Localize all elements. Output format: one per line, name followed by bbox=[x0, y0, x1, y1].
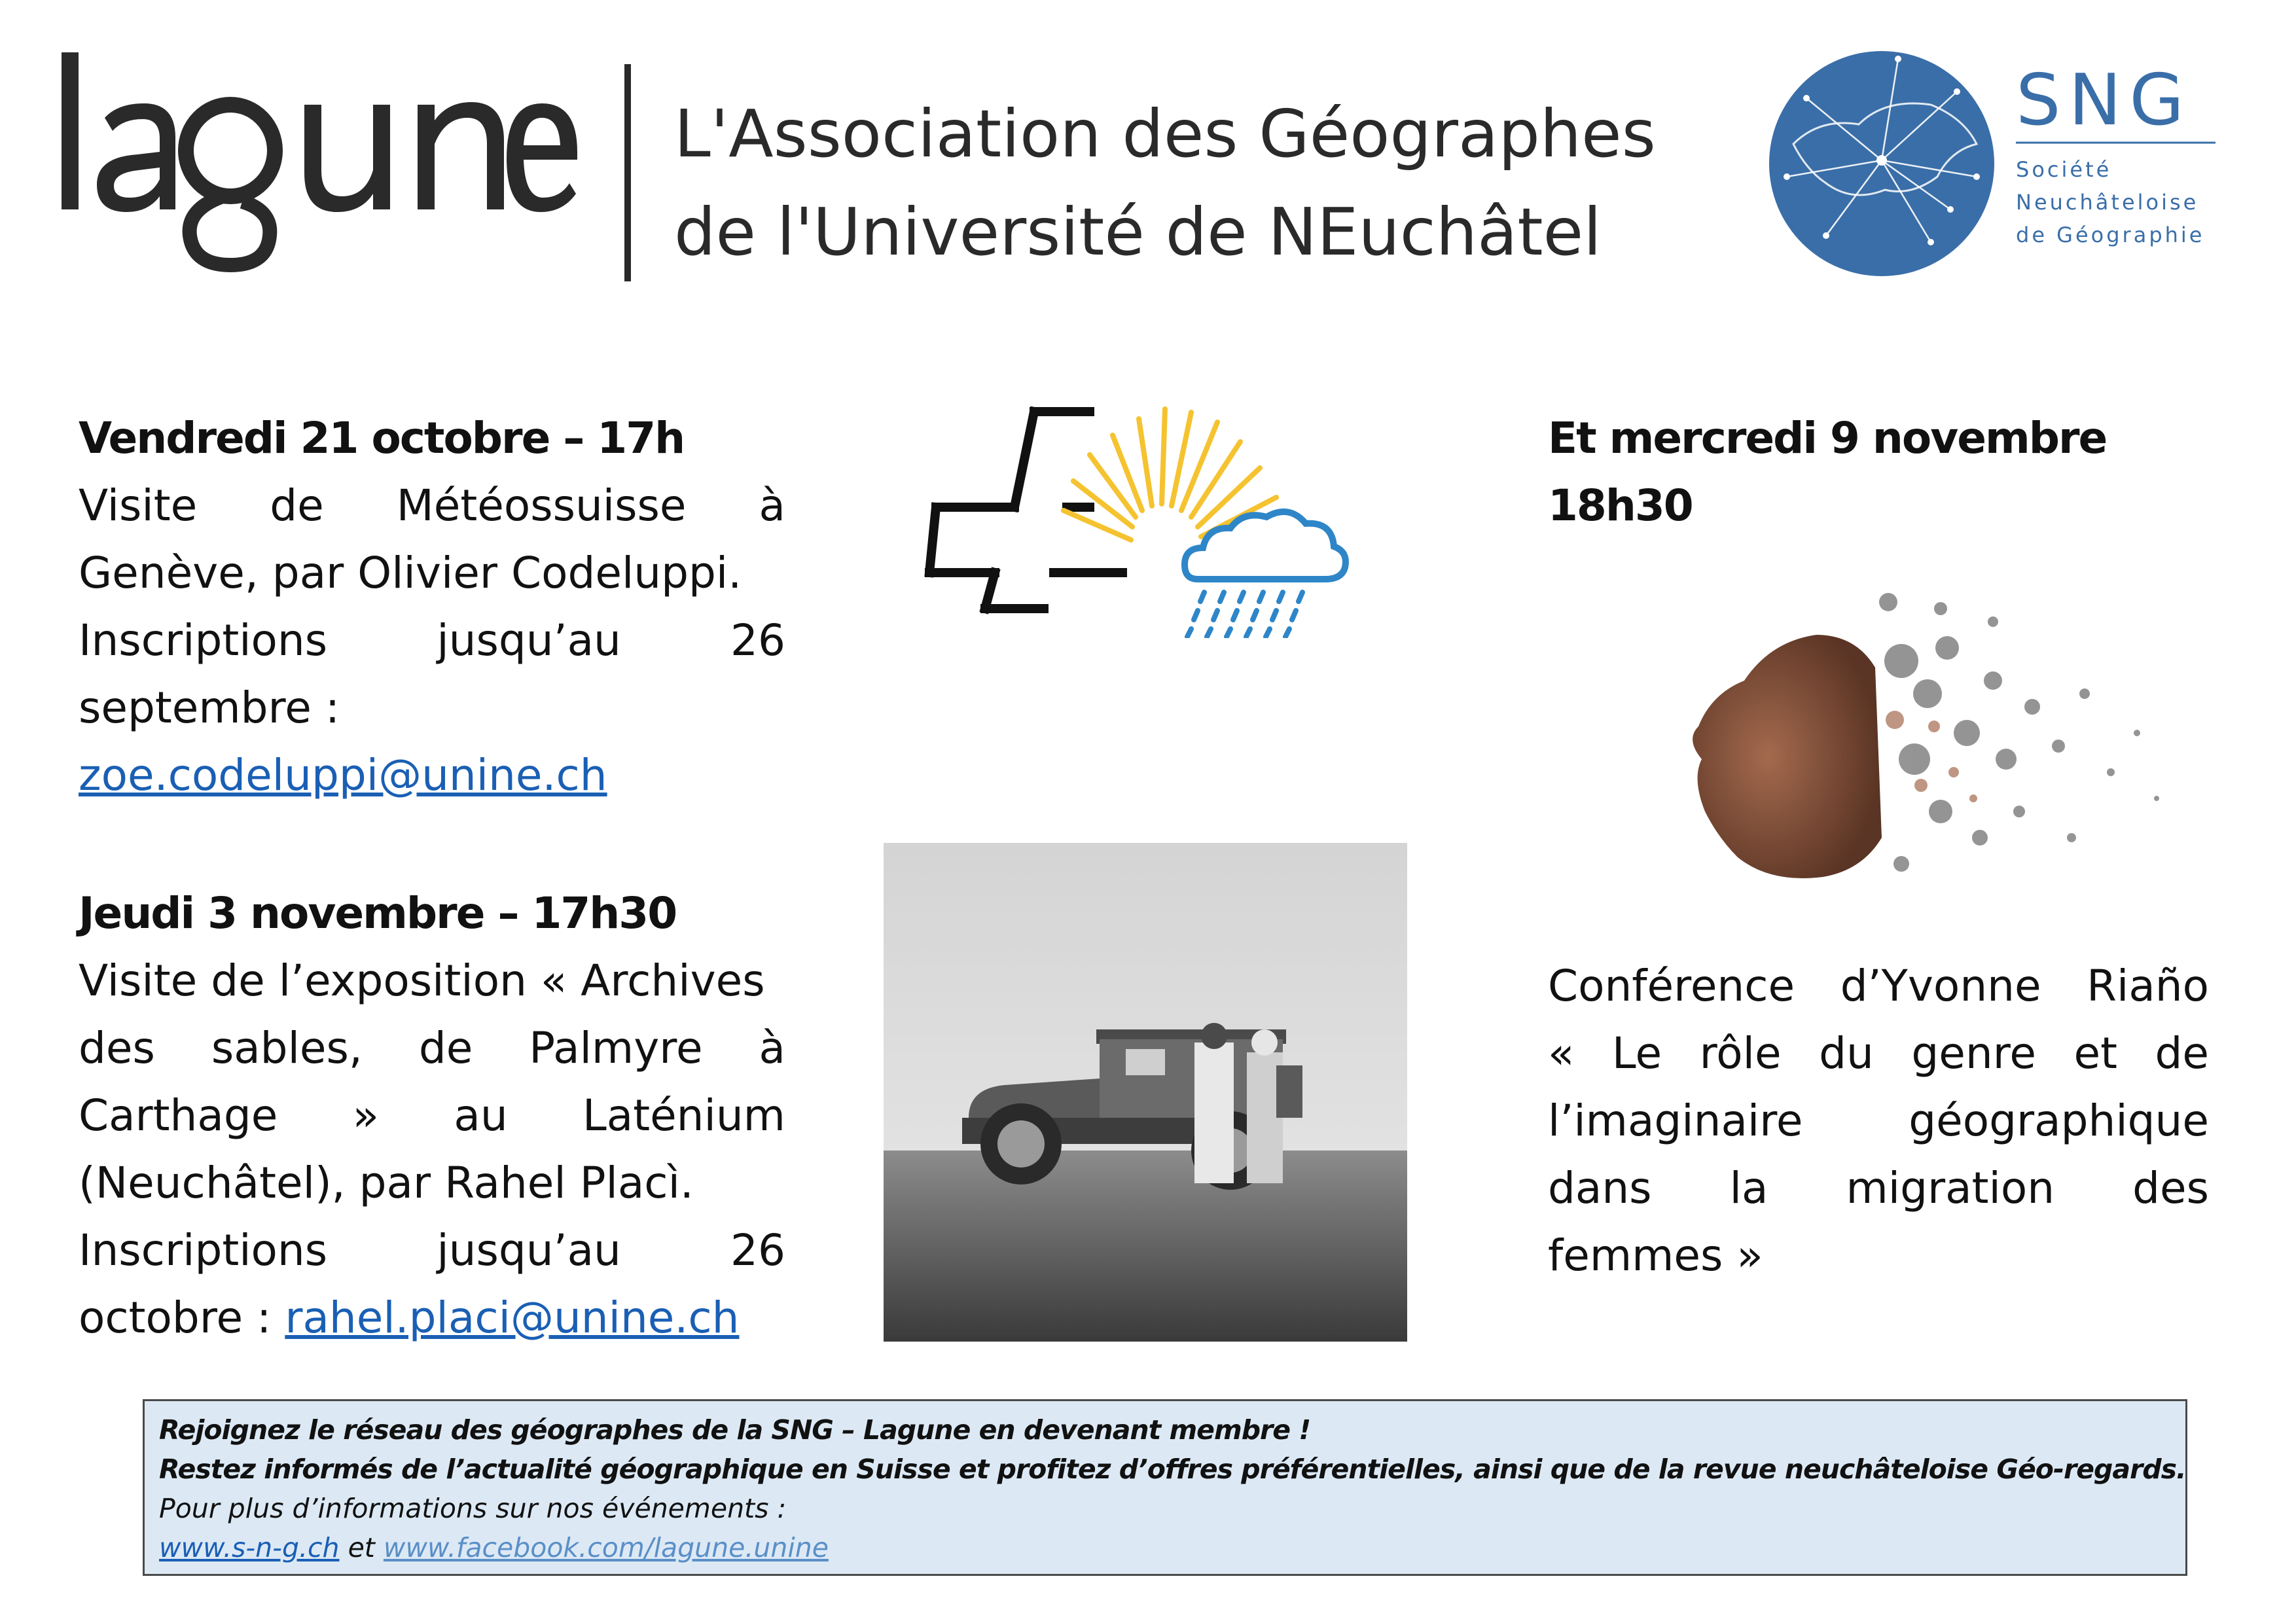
event-title-line-1: Et mercredi 9 novembre bbox=[1548, 413, 2107, 463]
word: Visite bbox=[79, 480, 198, 531]
word: Carthage bbox=[79, 1090, 278, 1141]
logo-divider bbox=[624, 64, 631, 281]
event-title-line-2: 18h30 bbox=[1548, 480, 1693, 531]
event-title: Vendredi 21 octobre – 17h bbox=[79, 413, 685, 463]
word: Inscriptions bbox=[79, 1225, 328, 1275]
word: d’Yvonne bbox=[1840, 961, 2041, 1011]
event-line bbox=[1548, 1154, 2209, 1222]
meteoswiss-logo bbox=[923, 383, 1381, 638]
event-line bbox=[1548, 1020, 2209, 1087]
sng-line-3: de Géographie bbox=[2016, 223, 2205, 247]
word: rôle bbox=[1699, 1028, 1782, 1079]
word: » bbox=[352, 1090, 380, 1141]
word: Riaño bbox=[2087, 961, 2209, 1011]
word: au bbox=[454, 1090, 508, 1141]
sng-line-2: Neuchâteloise bbox=[2016, 190, 2199, 215]
word: de bbox=[2155, 1028, 2209, 1079]
event-conference bbox=[1548, 404, 2215, 539]
word: Conférence bbox=[1548, 961, 1795, 1011]
event-title: Jeudi 3 novembre – 17h30 bbox=[79, 888, 677, 938]
sng-logo bbox=[1767, 46, 2219, 281]
word: Inscriptions bbox=[79, 615, 328, 666]
word: à bbox=[759, 480, 785, 531]
word: l’imaginaire bbox=[1548, 1096, 1803, 1146]
vintage-car-desert-image bbox=[884, 843, 1407, 1342]
archive-photo-desert-car bbox=[884, 843, 1407, 1342]
event-line: septembre : bbox=[79, 683, 340, 733]
word: et bbox=[2073, 1028, 2117, 1079]
word: des bbox=[2132, 1163, 2209, 1213]
word: des bbox=[79, 1023, 155, 1073]
word: Météossuisse bbox=[396, 480, 687, 531]
word: jusqu’au bbox=[437, 1225, 621, 1275]
word: sables, bbox=[211, 1023, 363, 1073]
info-links bbox=[159, 1528, 2171, 1567]
word: à bbox=[759, 1023, 785, 1073]
word: Palmyre bbox=[529, 1023, 703, 1073]
word: Le bbox=[1611, 1028, 1662, 1079]
word: « bbox=[1548, 1028, 1575, 1079]
association-name bbox=[674, 85, 1656, 281]
info-line-1: Rejoignez le réseau des géographes de la SNG – Lagune en devenant membre ! bbox=[159, 1414, 1311, 1446]
last-line-prefix: octobre : bbox=[79, 1293, 285, 1343]
word: du bbox=[1819, 1028, 1874, 1079]
event-line: Genève, par Olivier Codeluppi. bbox=[79, 548, 742, 598]
event-line bbox=[79, 1284, 785, 1351]
word: genre bbox=[1911, 1028, 2036, 1079]
word: la bbox=[1729, 1163, 1768, 1213]
lagune-logo bbox=[59, 39, 583, 288]
membership-info-box bbox=[143, 1399, 2187, 1576]
event-line: (Neuchâtel), par Rahel Placì. bbox=[79, 1158, 694, 1208]
word: de bbox=[270, 480, 324, 531]
dispersion-portrait-image bbox=[1666, 563, 2189, 942]
info-line-3: Pour plus d’informations sur nos événements : bbox=[159, 1493, 787, 1524]
lagune-wordmark bbox=[59, 39, 583, 288]
word: migration bbox=[1846, 1163, 2055, 1213]
word: 26 bbox=[730, 1225, 785, 1275]
event-line: Visite de l’exposition « Archives bbox=[79, 955, 765, 1006]
event-line: femmes » bbox=[1548, 1230, 1763, 1281]
info-line-2: Restez informés de l’actualité géographique en Suisse et profitez d’offres préférentielles, ainsi que de la revue neuchâteloise Géo-regards. bbox=[159, 1454, 2186, 1485]
sng-globe-icon bbox=[1767, 46, 2219, 281]
word: 26 bbox=[730, 615, 785, 666]
event-line bbox=[79, 472, 785, 539]
event-line bbox=[79, 1014, 785, 1082]
word: jusqu’au bbox=[437, 615, 621, 666]
event-conference-description bbox=[1548, 952, 2209, 1289]
association-line-1: L'Association des Géographes bbox=[674, 96, 1656, 172]
word: géographique bbox=[1909, 1096, 2209, 1146]
email-link[interactable]: zoe.codeluppi@unine.ch bbox=[79, 750, 607, 800]
word: dans bbox=[1548, 1163, 1652, 1213]
event-line bbox=[79, 607, 785, 674]
event-line bbox=[1548, 952, 2209, 1020]
sng-acronym: SNG bbox=[2016, 60, 2193, 141]
links-connector: et bbox=[339, 1532, 384, 1563]
sng-line-1: Société bbox=[2016, 157, 2112, 182]
word: de bbox=[418, 1023, 473, 1073]
event-meteosuisse bbox=[79, 404, 785, 809]
event-line bbox=[1548, 1087, 2209, 1154]
facebook-link[interactable]: www.facebook.com/lagune.unine bbox=[383, 1532, 829, 1563]
woman-profile-dispersion-image bbox=[1666, 563, 2189, 942]
event-line bbox=[79, 1217, 785, 1284]
email-link[interactable]: rahel.placi@unine.ch bbox=[285, 1293, 740, 1343]
event-line bbox=[79, 1082, 785, 1149]
association-line-2: de l'Université de NEuchâtel bbox=[674, 194, 1602, 270]
word: Laténium bbox=[582, 1090, 785, 1141]
event-exposition bbox=[79, 880, 785, 1351]
meteoswiss-cross-sun-rain-icon bbox=[923, 383, 1381, 638]
website-link[interactable]: www.s-n-g.ch bbox=[159, 1532, 340, 1563]
